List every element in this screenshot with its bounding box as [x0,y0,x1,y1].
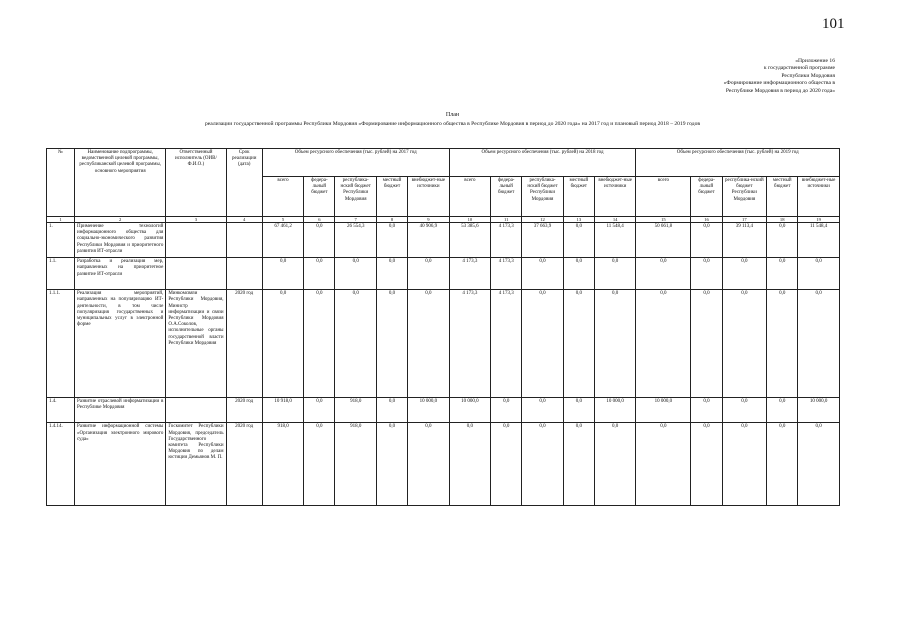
row-value: 4 173,3 [449,290,491,397]
row-value: 26 554,3 [335,223,377,258]
row-value: 0,0 [798,290,840,397]
header-sub: внебюджет-ные источники [594,177,636,217]
row-value: 0,0 [691,223,722,258]
column-number: 1 [47,217,75,223]
header-sub: республика-нский бюджет Республики Мордовия [722,177,767,217]
row-value: 0,0 [722,290,767,397]
row-value: 0,0 [767,223,798,258]
appendix-line: к государственной программе [763,65,835,72]
row-name: Развитие отраслевой информатизации в Республике Мордовия [75,397,166,423]
header-sub: федера-льный бюджет [304,177,335,217]
appendix-line: Республике Мордовия в период до 2020 года» [725,87,835,94]
row-value: 918,0 [262,423,304,506]
row-value: 0,0 [304,223,335,258]
column-number: 14 [594,217,636,223]
row-value: 918,0 [335,423,377,506]
header-group-2019: Объем ресурсного обеспечения (тыс. рублей) на 2019 год [636,149,840,177]
row-value: 0,0 [767,397,798,423]
column-number: 9 [408,217,450,223]
row-value: 0,0 [691,290,722,397]
plan-title: План [445,112,460,118]
row-value: 10 000,0 [594,397,636,423]
row-term: 2020 год [226,423,262,506]
column-number: 6 [304,217,335,223]
appendix-line: Республики Мордовия [781,72,835,79]
row-value: 0,0 [449,423,491,506]
row-executor [166,258,226,290]
row-number: 1.4.14. [47,423,75,506]
row-value: 0,0 [304,258,335,290]
header-executor: Ответственный исполнитель (ОИВ/Ф.И.О.) [166,149,226,217]
header-sub: республика-нский бюджет Республики Мордовия [335,177,377,217]
column-number: 4 [226,217,262,223]
row-value: 4 173,3 [491,258,522,290]
row-value: 0,0 [376,423,407,506]
row-value: 0,0 [304,423,335,506]
row-value: 0,0 [376,397,407,423]
row-value: 39 113,4 [722,223,767,258]
row-value: 4 173,3 [449,258,491,290]
row-term [226,258,262,290]
row-number: 1.4. [47,397,75,423]
column-number: 5 [262,217,304,223]
column-number: 19 [798,217,840,223]
row-value: 918,0 [335,397,377,423]
row-number: 1.1.1. [47,290,75,397]
row-value: 0,0 [722,258,767,290]
row-value: 0,0 [691,258,722,290]
column-number: 7 [335,217,377,223]
table-row [47,397,840,423]
header-sub: всего [636,177,691,217]
row-value: 0,0 [522,258,564,290]
row-value: 0,0 [636,290,691,397]
row-value: 0,0 [522,290,564,397]
row-value: 67 461,2 [262,223,304,258]
row-value: 10 000,0 [636,397,691,423]
row-value: 0,0 [594,290,636,397]
row-value: 0,0 [594,258,636,290]
column-number: 8 [376,217,407,223]
row-name: Разработка и реализация мер, направленных на приоритетное развитие ИТ-отрасли [75,258,166,290]
row-value: 0,0 [767,258,798,290]
plan-subtitle: реализации государственной программы Республики Мордовия «Формирование информационного общества в Республике Мордовия в период до 2020 года» на 2017 год и плановый период 2018 – 2019 годов [204,121,701,127]
row-value: 10 918,0 [262,397,304,423]
column-number: 10 [449,217,491,223]
row-value: 0,0 [491,397,522,423]
row-value: 0,0 [767,423,798,506]
row-number: 1. [47,223,75,258]
row-number: 1.1. [47,258,75,290]
row-value: 0,0 [408,290,450,397]
row-value: 4 173,3 [491,223,522,258]
plan-table [46,148,840,506]
row-term: 2020 год [226,290,262,397]
row-term [226,223,262,258]
row-value: 0,0 [408,423,450,506]
row-value: 11 548,4 [594,223,636,258]
row-value: 0,0 [408,258,450,290]
row-value: 0,0 [563,258,594,290]
column-number: 16 [691,217,722,223]
header-sub: всего [262,177,304,217]
row-value: 0,0 [563,290,594,397]
column-number: 3 [166,217,226,223]
column-number: 17 [722,217,767,223]
header-sub: республика-нский бюджет Республики Мордовия [522,177,564,217]
header-sub: местный бюджет [376,177,407,217]
row-value: 0,0 [636,258,691,290]
row-executor [166,223,226,258]
header-sub: федера-льный бюджет [491,177,522,217]
row-executor: Минкомсвязи Республики Мордовия, Министр информатизации и связи Республики Мордовия О.А.Соколов, исполнительные органы государственной власти Республики Мордовия [166,290,226,397]
row-value: 0,0 [594,423,636,506]
row-value: 0,0 [376,258,407,290]
row-value: 0,0 [563,223,594,258]
row-value: 0,0 [335,258,377,290]
row-value: 0,0 [691,397,722,423]
header-sub: федера-льный бюджет [691,177,722,217]
row-value: 4 173,3 [491,290,522,397]
row-value: 0,0 [722,397,767,423]
row-value: 0,0 [767,290,798,397]
column-number: 11 [491,217,522,223]
row-value: 0,0 [304,290,335,397]
row-executor: Госкомитет Республики Мордовия, председатель Государственного комитета Республики Мордовия по делам юстиции Демьянов М. П. [166,423,226,506]
row-value: 0,0 [491,423,522,506]
appendix-caption [625,58,835,95]
row-value: 0,0 [798,258,840,290]
header-name: Наименование подпрограммы, ведомственной целевой программы, республиканской целевой программы, основного мероприятия [75,149,166,217]
row-value: 10 000,0 [798,397,840,423]
column-number: 13 [563,217,594,223]
header-sub: внебюджет-ные источники [798,177,840,217]
row-value: 40 906,9 [408,223,450,258]
row-value: 0,0 [376,223,407,258]
row-value: 37 663,9 [522,223,564,258]
row-value: 11 548,4 [798,223,840,258]
row-value: 10 000,0 [449,397,491,423]
row-value: 0,0 [722,423,767,506]
header-sub: местный бюджет [563,177,594,217]
header-group-2018: Объем ресурсного обеспечения (тыс. рублей) на 2018 год [449,149,636,177]
row-value: 0,0 [522,423,564,506]
row-value: 0,0 [335,290,377,397]
header-sub: всего [449,177,491,217]
table-row [47,223,840,258]
row-value: 0,0 [262,290,304,397]
header-no: № [47,149,75,217]
row-value: 0,0 [798,423,840,506]
table-row [47,290,840,397]
page-number: 101 [822,16,845,32]
row-term: 2020 год [226,397,262,423]
column-number: 15 [636,217,691,223]
row-value: 0,0 [376,290,407,397]
row-value: 0,0 [636,423,691,506]
row-name: Применение технологий информационного общества для социально-экономического развития Республики Мордовия и приоритетного развития ИТ-отрасли [75,223,166,258]
table-row [47,258,840,290]
header-sub: местный бюджет [767,177,798,217]
row-name: Развитие информационной системы «Организация электронного мирового суда» [75,423,166,506]
row-value: 0,0 [563,397,594,423]
row-value: 53 385,6 [449,223,491,258]
appendix-line: «Приложение 16 [795,58,835,64]
row-value: 50 661,8 [636,223,691,258]
row-name: Реализация мероприятий, направленных на популяризацию ИТ-деятельности, в том числе популяризация государственных и муниципальных услуг в электронной форме [75,290,166,397]
row-executor [166,397,226,423]
column-number: 2 [75,217,166,223]
table-row [47,423,840,506]
row-value: 0,0 [691,423,722,506]
row-value: 0,0 [522,397,564,423]
column-number: 12 [522,217,564,223]
header-term: Срок реализации (дата) [226,149,262,217]
row-value: 0,0 [304,397,335,423]
column-number: 18 [767,217,798,223]
appendix-line: «Формирование информационного общества в [723,80,835,87]
row-value: 0,0 [563,423,594,506]
header-sub: внебюджет-ные источники [408,177,450,217]
row-value: 0,0 [262,258,304,290]
header-group-2017: Объем ресурсного обеспечения (тыс. рублей) на 2017 год [262,149,449,177]
row-value: 10 000,0 [408,397,450,423]
